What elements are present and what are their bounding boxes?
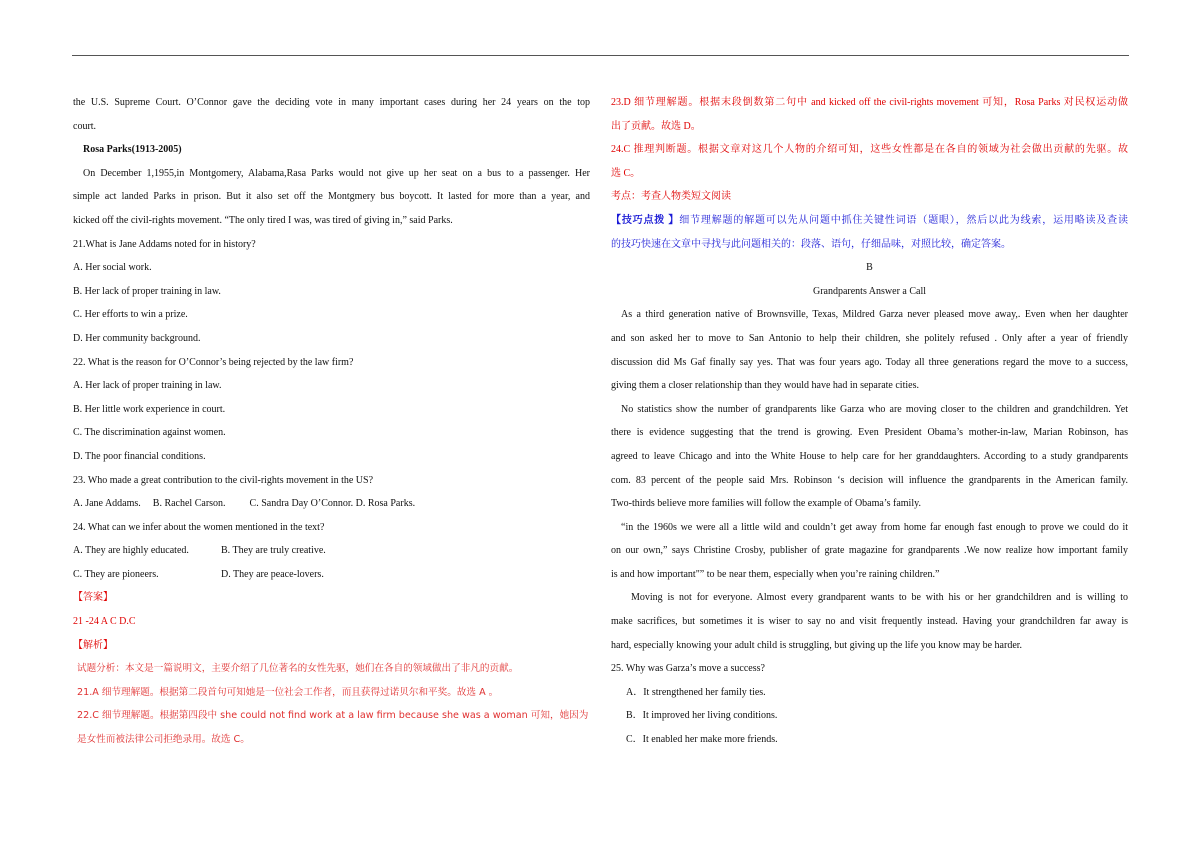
analysis-line: 试题分析：本文是一篇说明文，主要介绍了几位著名的女性先驱，她们在各自的领域做出了非凡的贡献。 bbox=[77, 663, 519, 675]
option: D. They are peace-lovers. bbox=[221, 568, 324, 580]
option: A．It strengthened her family ties. bbox=[626, 686, 766, 698]
option: C. They are pioneers. bbox=[73, 568, 159, 580]
option: A. Jane Addams. bbox=[73, 498, 141, 510]
tip-line bbox=[611, 209, 1128, 233]
analysis-line: 21.A 细节理解题。根据第二段首句可知她是一位社会工作者，而且获得过诺贝尔和平奖。故选 A 。 bbox=[77, 686, 499, 698]
question-25: 25. Why was Garza’s move a success? bbox=[611, 663, 765, 675]
passage-line: there is evidence suggesting that the trend is growing. Even President Obama’s mother-in-law, Marian Robinson, has bbox=[611, 427, 1128, 439]
option: D. Her community background. bbox=[73, 332, 201, 344]
kaodian-line: 考点：考查人物类短文阅读 bbox=[611, 191, 731, 203]
options-row bbox=[73, 563, 590, 587]
analysis-label: 【解析】 bbox=[73, 639, 113, 651]
option: A. Her social work. bbox=[73, 262, 152, 274]
passage-title: Grandparents Answer a Call bbox=[812, 285, 927, 297]
passage-line: Two-thirds believe more families will follow the example of Obama’s family. bbox=[611, 498, 921, 510]
passage-line: agreed to leave Chicago and into the White House to help care for her granddaughters. According to a study grandparents bbox=[611, 450, 1128, 462]
passage-line: simple act landed Parks in prison. But it also set off the Montgmery bus boycott. It lasted for more than a year, and bbox=[73, 191, 590, 203]
options-row bbox=[73, 539, 590, 563]
option: C. Her efforts to win a prize. bbox=[73, 309, 188, 321]
option: B. They are truly creative. bbox=[221, 545, 326, 557]
left-column bbox=[73, 91, 590, 752]
section-label: B bbox=[866, 262, 873, 274]
passage-line: and son asked her to move to San Antonio to help their children, she politely refused . Only after a year of friendly bbox=[611, 332, 1128, 344]
passage-line: discussion did Ms Gaf finally say yes. That was four years ago. Today all three generations regard the move to a success, bbox=[611, 356, 1128, 368]
option: B. Her little work experience in court. bbox=[73, 403, 226, 415]
passage-line: on our own,” says Christine Crosby, publisher of grate magazine for grandparents .We now realize how important family bbox=[611, 545, 1128, 557]
question-24: 24. What can we infer about the women mentioned in the text? bbox=[73, 521, 325, 533]
question-21: 21.What is Jane Addams noted for in history? bbox=[73, 238, 256, 250]
analysis-line: 选 C。 bbox=[611, 167, 641, 179]
passage-line: On December 1,1955,in Montgomery, Alabama,Rasa Parks would not give up her seat on a bus to a passenger. Her bbox=[83, 167, 590, 179]
right-column bbox=[611, 91, 1128, 752]
passage-line: No statistics show the number of grandparents like Garza who are moving closer to the children and grandchildren. Yet bbox=[621, 403, 1128, 415]
header-rule bbox=[72, 55, 1129, 56]
passage-line: court. bbox=[73, 120, 97, 132]
option: B. Rachel Carson. bbox=[152, 498, 226, 510]
options-row bbox=[73, 492, 590, 516]
passage-line: kicked off the civil-rights movement. “The only tired I was, was tired of giving in,” said Parks. bbox=[73, 214, 453, 226]
answer-value: 21 -24 A C D.C bbox=[73, 616, 136, 628]
analysis-line: 23.D 细节理解题。根据末段倒数第二句中 and kicked off the civil-rights movement 可知，Rosa Parks 对民权运动做 bbox=[611, 97, 1128, 108]
tip-text: 细节理解题的解题可以先从问题中抓住关键性词语（题眼），然后以此为线索，运用略读及查读 bbox=[679, 214, 1129, 226]
analysis-line: 是女性而被法律公司拒绝录用。故选 C。 bbox=[77, 734, 250, 746]
option: C．It enabled her make more friends. bbox=[626, 734, 778, 746]
question-22: 22. What is the reason for O’Connor’s being rejected by the law firm? bbox=[73, 356, 354, 368]
option: B. Her lack of proper training in law. bbox=[73, 285, 221, 297]
passage-line: hard, especially knowing your adult child is struggling, but giving up the life you know may be harder. bbox=[611, 639, 1023, 651]
section-heading-rosa-parks: Rosa Parks(1913-2005) bbox=[83, 144, 182, 156]
passage-line: the U.S. Supreme Court. O’Connor gave the deciding vote in many important cases during her 24 years on the top bbox=[73, 97, 590, 108]
analysis-line: 24.C 推理判断题。根据文章对这几个人物的介绍可知，这些女性都是在各自的领域为社会做出贡献的先驱。故 bbox=[611, 144, 1128, 156]
passage-line: Moving is not for everyone. Almost every grandparent wants to be with his or her grandchildren and is willing to bbox=[631, 592, 1128, 604]
passage-line: make sacrifices, but sometimes it is wiser to say no and visit frequently instead. Having your grandchildren far away is bbox=[611, 616, 1128, 628]
passage-line: As a third generation native of Brownsville, Texas, Mildred Garza never pleased move away,. Even when her daughter bbox=[621, 309, 1128, 321]
tip-label: 【技巧点拨 】 bbox=[611, 214, 680, 226]
option: C. Sandra Day O’Connor. D. Rosa Parks. bbox=[249, 498, 416, 510]
analysis-line: 22.C 细节理解题。根据第四段中 she could not find work at a law firm because she was a woman 可知，她因为 bbox=[77, 710, 589, 722]
answer-label: 【答案】 bbox=[73, 592, 113, 604]
analysis-line: 出了贡献。故选 D。 bbox=[611, 120, 701, 132]
option: B．It improved her living conditions. bbox=[626, 710, 778, 722]
passage-line: com. 83 percent of the people said Mrs. Robinson ‘s decision will influence the grandparents in the American family. bbox=[611, 474, 1128, 486]
passage-line: is and how important"” to be near them, especially when you’re raining children.” bbox=[611, 568, 940, 580]
passage-line: giving them a closer relationship than they would have had in separate cities. bbox=[611, 380, 919, 392]
option: C. The discrimination against women. bbox=[73, 427, 226, 439]
tip-line: 的技巧快速在文章中寻找与此问题相关的：段落、语句，仔细品味，对照比较，确定答案。 bbox=[611, 238, 1011, 250]
option: D. The poor financial conditions. bbox=[73, 450, 206, 462]
passage-line: “in the 1960s we were all a little wild and couldn’t get away from home far enough fast enough to prove we could do it bbox=[621, 521, 1128, 533]
option: A. They are highly educated. bbox=[73, 545, 189, 557]
option: A. Her lack of proper training in law. bbox=[73, 380, 222, 392]
question-23: 23. Who made a great contribution to the civil-rights movement in the US? bbox=[73, 474, 374, 486]
